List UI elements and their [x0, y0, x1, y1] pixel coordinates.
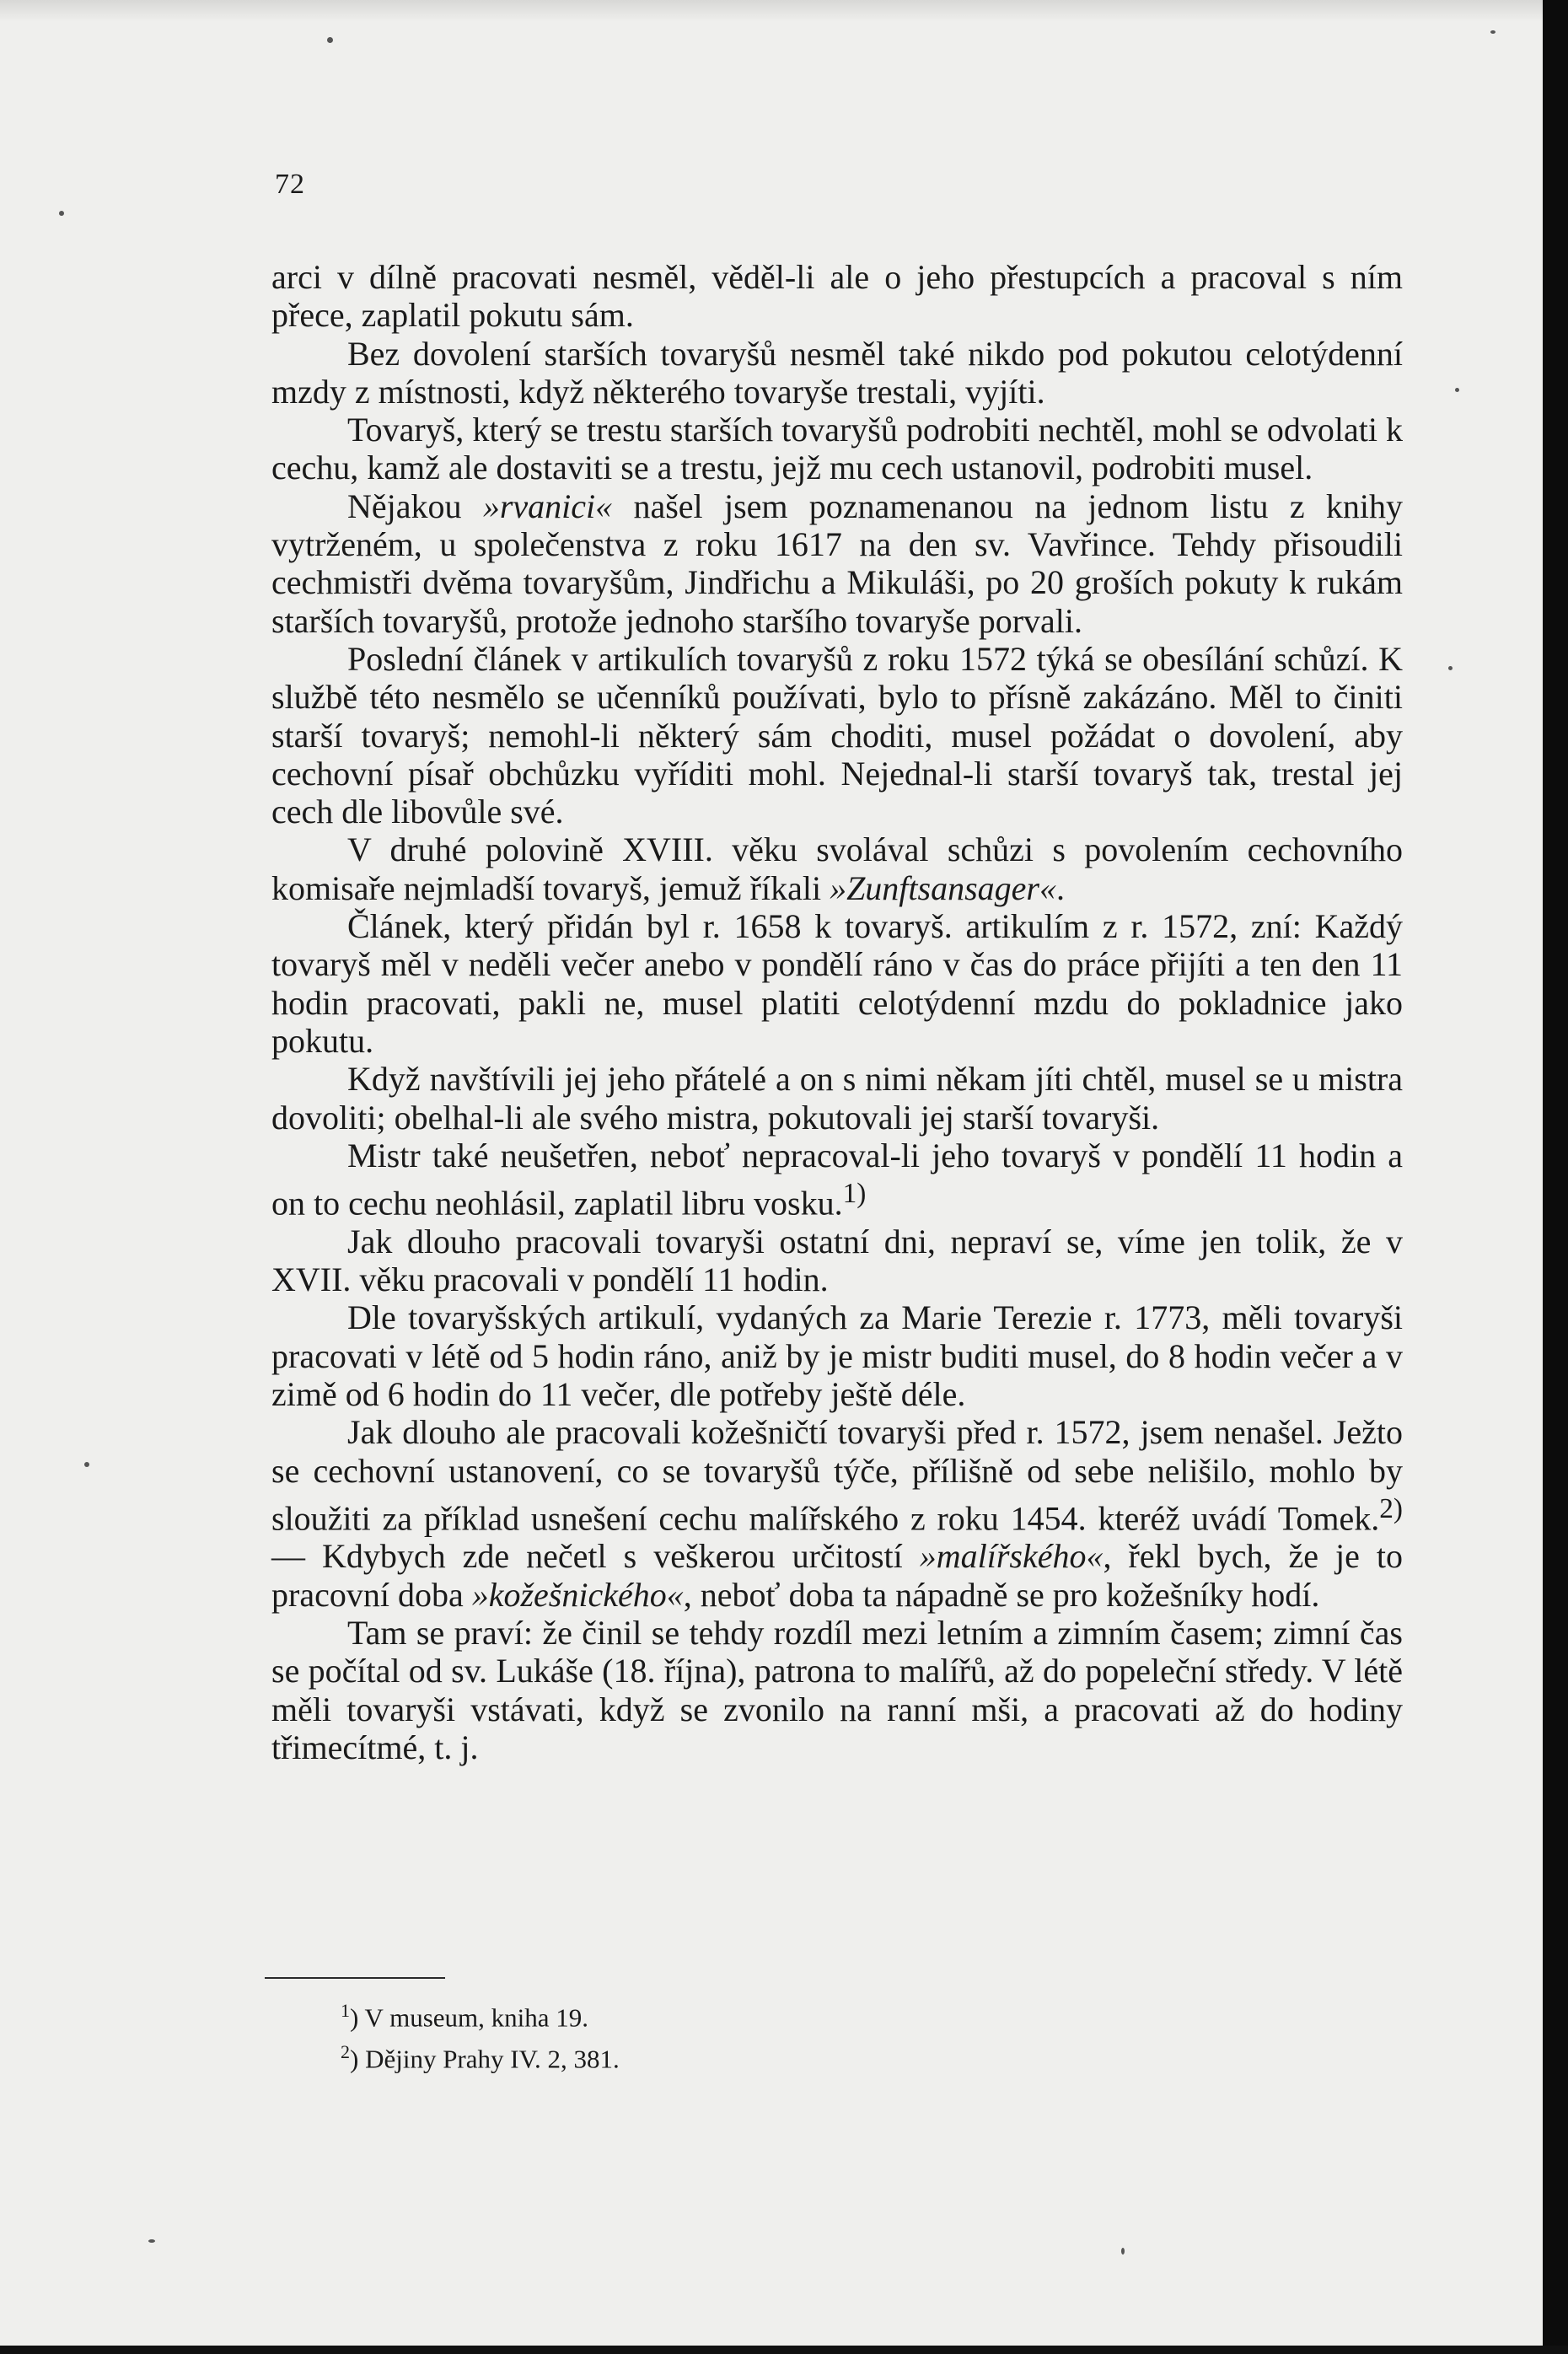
page-number: 72	[275, 169, 305, 200]
text-run: , neboť doba ta nápadně se pro kožešníky hodí.	[683, 1575, 1320, 1614]
text-run: V druhé polovině XVIII. věku svolával schůzi s povolením cechovního komisaře nejmladší tovaryš, jemuž říkali	[271, 830, 1403, 907]
scan-top-shadow	[0, 0, 1543, 22]
paragraph	[271, 1137, 1403, 1223]
paragraph: Poslední článek v artikulích tovaryšů z roku 1572 týká se obesílání schůzí. K službě této nesmělo se učenníků používati, bylo to přísně zakázáno. Měl to činiti starší tovaryš; nemohl-li některý sám choditi, musel požádat o dovolení, aby cechovní písař obchůzku vyříditi mohl. Nejednal-li starší tovaryš tak, trestal jej cech dle libovůle své.	[271, 639, 1403, 831]
scan-speck	[327, 37, 333, 43]
footnote	[341, 1993, 1015, 2034]
footnote-ref: 1)	[842, 1178, 867, 1210]
scan-bottom-border	[0, 2346, 1568, 2354]
text-run: Jak dlouho ale pracovali kožešničtí tovaryši před r. 1572, jsem nenašel. Ježto se cechovní ustanovení, co se tovaryšů týče, přílišně od sebe nelišilo, mohlo by sloužiti za příklad usnešení cechu malířského z roku 1454. kteréž uvádí Tomek.	[271, 1413, 1403, 1538]
text-run: našel jsem poznamenanou na jednom listu z knihy vytrženém, u společenstva z roku 1617 na den sv. Vavřince. Tehdy přisoudili cechmistři dvěma tovaryšům, Jindřichu a Mikuláši, po 20 groších pokuty k rukám starších tovaryšů, protože jednoho staršího tovaryše porvali.	[271, 486, 1403, 640]
paragraph: Bez dovolení starších tovaryšů nesměl také nikdo pod pokutou celotýdenní mzdy z místnosti, když některého tovaryše trestali, vyjíti.	[271, 334, 1403, 411]
footnote-ref: 2)	[1379, 1492, 1403, 1524]
footnote-divider	[265, 1977, 445, 1979]
scan-speck	[84, 1462, 89, 1467]
scan-speck	[1448, 666, 1453, 670]
paragraph: Jak dlouho pracovali tovaryši ostatní dni, nepraví se, víme jen tolik, že v XVII. věku pracovali v pondělí 11 hodin.	[271, 1222, 1403, 1299]
body-text	[271, 258, 1403, 1766]
paragraph: Článek, který přidán byl r. 1658 k tovaryš. artikulím z r. 1572, zní: Každý tovaryš měl v neděli večer anebo v pondělí ráno v čas do práce přijíti a ten den 11 hodin pracovati, pakli ne, musel platiti celotýdenní mzdu do pokladnice jako pokutu.	[271, 907, 1403, 1060]
paragraph: arci v dílně pracovati nesměl, věděl-li ale o jeho přestupcích a pracoval s ním přece, zaplatil pokutu sám.	[271, 258, 1403, 335]
footnote-mark: 1	[341, 2000, 350, 2021]
paragraph	[271, 1413, 1403, 1614]
italic-term: »rvanici«	[482, 486, 613, 525]
scan-speck	[148, 2239, 155, 2243]
paragraph	[271, 830, 1403, 907]
text-run: Mistr také neušetřen, neboť nepracoval-li jeho tovaryš v pondělí 11 hodin a on to cechu neohlásil, zaplatil libru vosku.	[271, 1136, 1403, 1223]
paragraph: Tam se praví: že činil se tehdy rozdíl mezi letním a zimním časem; zimní čas se počítal od sv. Lukáše (18. října), patrona to malířů, až do popeleční středy. V létě měli tovaryši vstávati, když se zvonilo na ranní mši, a pracovati až do hodiny třimecítmé, t. j.	[271, 1614, 1403, 1766]
footnote-text: ) V museum, kniha 19.	[350, 2002, 589, 2033]
italic-term: »malířského«	[919, 1537, 1104, 1576]
scan-speck	[1455, 388, 1459, 392]
paragraph: Dle tovaryšských artikulí, vydaných za Marie Terezie r. 1773, měli tovaryši pracovati v létě od 5 hodin ráno, aniž by je mistr buditi musel, do 8 hodin večer a v zimě od 6 hodin do 11 večer, dle potřeby ještě déle.	[271, 1298, 1403, 1413]
footnote	[341, 2034, 1015, 2076]
text-run: — Kdybych zde nečetl s veškerou určitostí	[271, 1537, 920, 1576]
text-run: , řekl bych, že je to pracovní doba	[271, 1537, 1403, 1614]
paragraph: Když navštívili jej jeho přátelé a on s nimi někam jíti chtěl, musel se u mistra dovoliti; obelhal-li ale svého mistra, pokutovali jej starší tovaryši.	[271, 1060, 1403, 1137]
scan-speck	[1121, 2248, 1125, 2255]
footnote-mark: 2	[341, 2041, 350, 2063]
text-run: .	[1056, 868, 1065, 907]
scan-speck	[59, 211, 64, 216]
text-run: Nějakou	[347, 486, 483, 525]
footnote-text: ) Dějiny Prahy IV. 2, 381.	[350, 2044, 620, 2074]
paragraph: Tovaryš, který se trestu starších tovaryšů podrobiti nechtěl, mohl se odvolati k cechu, kamž ale dostaviti se a trestu, jejž mu cech ustanovil, podrobiti musel.	[271, 411, 1403, 487]
italic-term: »Zunftsansager«	[830, 868, 1056, 907]
footnotes	[341, 1993, 1015, 2077]
paragraph	[271, 487, 1403, 640]
italic-term: »kožešnického«	[471, 1575, 684, 1614]
scan-speck	[1490, 30, 1496, 34]
scan-right-border	[1543, 0, 1568, 2354]
